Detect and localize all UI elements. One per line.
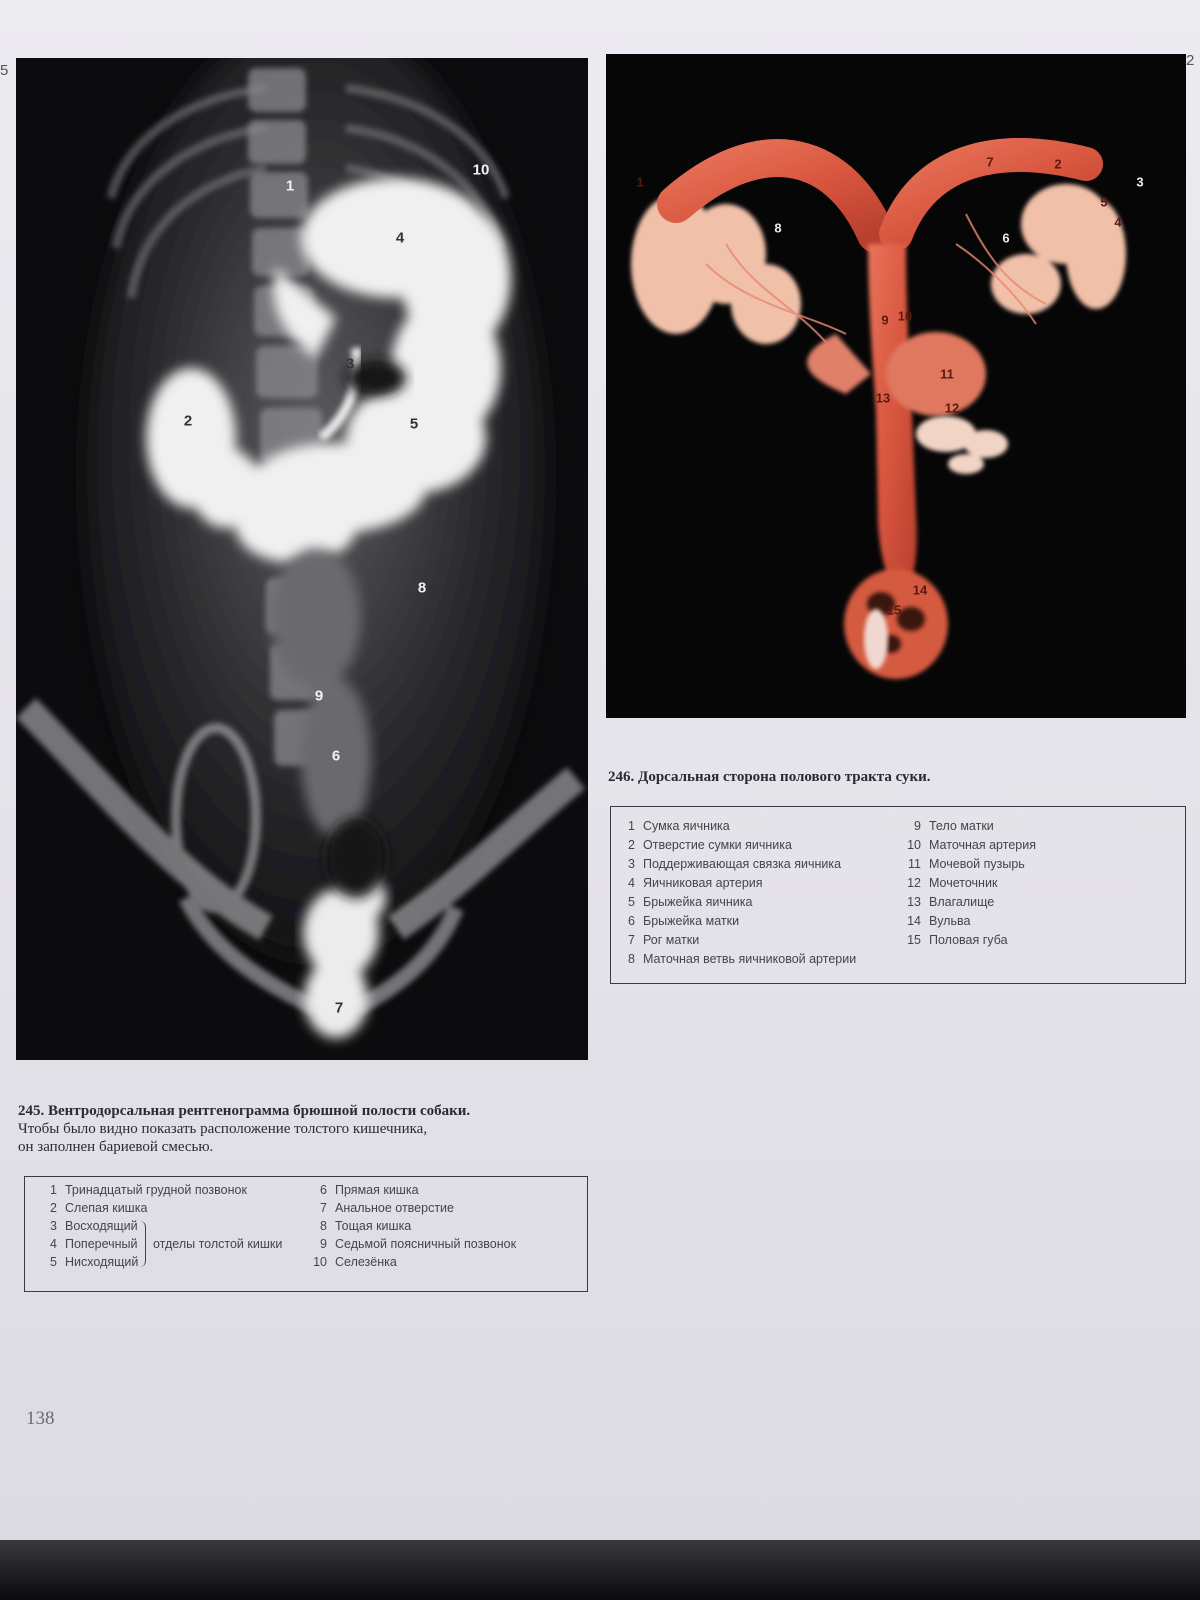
xray-label-3: 3 — [345, 355, 355, 373]
xray-label-2: 2 — [183, 412, 193, 430]
figure-245-caption-line-1: Чтобы было видно показать расположение толстого кишечника, — [18, 1121, 428, 1137]
figure-245-legend — [24, 1176, 588, 1292]
legend-item: 6 Брыжейка матки — [628, 914, 740, 928]
specimen-image — [606, 54, 1186, 718]
legend-item: 6 Прямая кишка — [320, 1183, 419, 1197]
legend-brace — [139, 1221, 146, 1267]
legend-item: 2 Слепая кишка — [50, 1201, 148, 1215]
xray-label-10: 10 — [472, 161, 490, 179]
xray-image — [16, 58, 588, 1060]
legend-item: 7 Анальное отверстие — [320, 1201, 454, 1215]
legend-item: 13 Влагалище — [907, 895, 995, 909]
specimen-label-4: 4 — [1114, 214, 1122, 230]
legend-item: 8 Маточная ветвь яичниковой артерии — [628, 952, 857, 966]
legend-item: 7 Рог матки — [628, 933, 700, 947]
legend-brace-note: отделы толстой кишки — [153, 1237, 283, 1251]
legend-item: 4 Поперечный — [50, 1237, 138, 1251]
legend-item: 10 Маточная артерия — [907, 838, 1036, 852]
specimen-label-3: 3 — [1136, 174, 1144, 190]
specimen-label-13: 13 — [875, 390, 891, 406]
specimen-label-14: 14 — [912, 582, 928, 598]
legend-item: 5 Нисходящий — [50, 1255, 139, 1269]
legend-item: 14 Вульва — [907, 914, 971, 928]
specimen-label-6: 6 — [1002, 230, 1010, 246]
specimen-label-10: 10 — [897, 308, 913, 324]
legend-item: 2 Отверстие сумки яичника — [628, 838, 792, 852]
legend-item: 9 Седьмой поясничный позвонок — [320, 1237, 517, 1251]
figure-245-caption-line-2: он заполнен бариевой смесью. — [18, 1139, 214, 1155]
xray-label-8: 8 — [417, 579, 427, 597]
legend-item: 15 Половая губа — [907, 933, 1008, 947]
specimen-label-12: 12 — [944, 400, 960, 416]
legend-item: 1 Сумка яичника — [628, 819, 730, 833]
figure-245-caption-title: 245. Вентродорсальная рентгенограмма брюшной полости собаки. — [18, 1103, 471, 1119]
figure-246-legend — [610, 806, 1186, 984]
xray-label-4: 4 — [395, 229, 405, 247]
specimen-figure-246 — [606, 54, 1186, 718]
legend-item: 5 Брыжейка яичника — [628, 895, 753, 909]
previous-page-edge-mark: 5 — [0, 62, 9, 79]
specimen-label-11: 11 — [940, 366, 954, 382]
photo-bottom-shadow — [0, 1540, 1200, 1600]
legend-item: 10 Селезёнка — [313, 1255, 397, 1269]
legend-item: 9 Тело матки — [914, 819, 994, 833]
specimen-label-1: 1 — [636, 174, 644, 190]
legend-item: 3 Поддерживающая связка яичника — [628, 857, 842, 871]
legend-item: 12 Мочеточник — [907, 876, 998, 890]
figure-246-caption: 246. Дорсальная сторона полового тракта суки. — [608, 769, 931, 785]
legend-item: 4 Яичниковая артерия — [628, 876, 763, 890]
page-number: 138 — [26, 1408, 55, 1429]
xray-figure-245 — [16, 58, 588, 1060]
specimen-label-9: 9 — [881, 312, 889, 328]
xray-label-7: 7 — [334, 999, 344, 1017]
figure-245-caption — [18, 1102, 598, 1156]
legend-item: 3 Восходящий — [50, 1219, 138, 1233]
specimen-label-7: 7 — [986, 154, 994, 170]
legend-item: 11 Мочевой пузырь — [908, 857, 1025, 871]
next-page-edge-mark: 2 — [1186, 52, 1195, 69]
legend-item: 8 Тощая кишка — [320, 1219, 412, 1233]
specimen-label-8: 8 — [774, 220, 782, 236]
specimen-label-15: 15 — [886, 602, 902, 618]
specimen-label-5: 5 — [1100, 194, 1108, 210]
xray-label-6: 6 — [331, 747, 341, 765]
xray-label-9: 9 — [314, 687, 324, 705]
xray-label-5: 5 — [409, 415, 419, 433]
xray-label-1: 1 — [285, 177, 295, 195]
legend-item: 1 Тринадцатый грудной позвонок — [50, 1183, 247, 1197]
specimen-label-2: 2 — [1054, 156, 1062, 172]
